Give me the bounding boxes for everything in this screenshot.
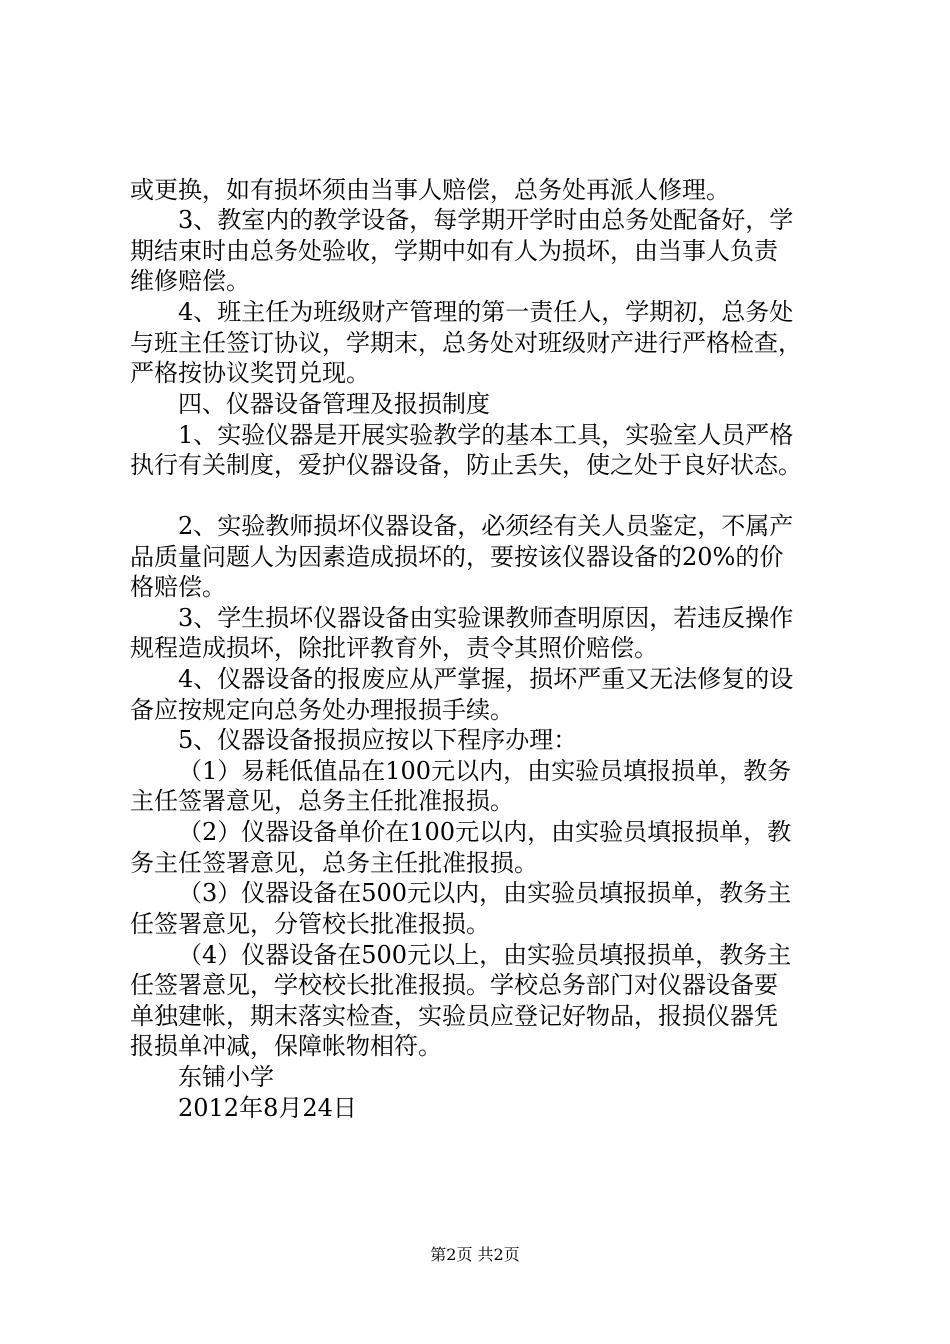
text-line: 3、学生损坏仪器设备由实验课教师查明原因，若违反操作 <box>178 604 794 632</box>
text-line: 1、实验仪器是开展实验教学的基本工具，实验室人员严格 <box>178 421 794 449</box>
text-line: 报损单冲减，保障帐物相符。 <box>130 1032 442 1060</box>
text-line: 单独建帐，期末落实检查，实验员应登记好物品，报损仪器凭 <box>130 1002 778 1030</box>
text-line: 3、教室内的教学设备，每学期开学时由总务处配备好，学 <box>178 206 794 234</box>
signature-date: 2012年8月24日 <box>178 1094 357 1122</box>
section-heading: 四、仪器设备管理及报损制度 <box>178 390 490 418</box>
text-line: 品质量问题人为因素造成损坏的，要按该仪器设备的20%的价 <box>130 543 784 571</box>
page-footer: 第2页 共2页 <box>430 1245 520 1264</box>
text-line: 2、实验教师损坏仪器设备，必须经有关人员鉴定，不属产 <box>178 512 794 540</box>
text-line: 格赔偿。 <box>130 573 226 601</box>
text-line: 维修赔偿。 <box>130 267 250 295</box>
text-line: 任签署意见，分管校长批准报损。 <box>130 910 490 938</box>
text-line: 期结束时由总务处验收，学期中如有人为损坏，由当事人负责 <box>130 237 778 265</box>
text-line: （2）仪器设备单价在100元以内，由实验员填报损单，教 <box>178 818 792 846</box>
text-line: 严格按协议奖罚兑现。 <box>130 359 370 387</box>
text-line: 规程造成损坏，除批评教育外，责令其照价赔偿。 <box>130 634 658 662</box>
text-line: 4、班主任为班级财产管理的第一责任人，学期初，总务处 <box>178 298 794 326</box>
text-line: 与班主任签订协议，学期末，总务处对班级财产进行严格检查， <box>130 329 802 357</box>
text-line: 备应按规定向总务处办理报损手续。 <box>130 696 514 724</box>
text-line: 务主任签署意见，总务主任批准报损。 <box>130 849 538 877</box>
text-line: 5、仪器设备报损应按以下程序办理： <box>178 726 578 754</box>
signature-school: 东铺小学 <box>178 1063 274 1091</box>
text-line: （4）仪器设备在500元以上，由实验员填报损单，教务主 <box>178 941 792 969</box>
text-line: （1）易耗低值品在100元以内，由实验员填报损单，教务 <box>178 757 792 785</box>
text-line: 任签署意见，学校校长批准报损。学校总务部门对仪器设备要 <box>130 971 778 999</box>
text-line: 主任签署意见，总务主任批准报损。 <box>130 787 514 815</box>
text-line: 执行有关制度，爱护仪器设备，防止丢失，使之处于良好状态。 <box>130 451 802 479</box>
text-line: （3）仪器设备在500元以内，由实验员填报损单，教务主 <box>178 879 792 907</box>
text-line: 或更换，如有损坏须由当事人赔偿，总务处再派人修理。 <box>130 176 730 204</box>
text-line: 4、仪器设备的报废应从严掌握，损坏严重又无法修复的设 <box>178 665 794 693</box>
